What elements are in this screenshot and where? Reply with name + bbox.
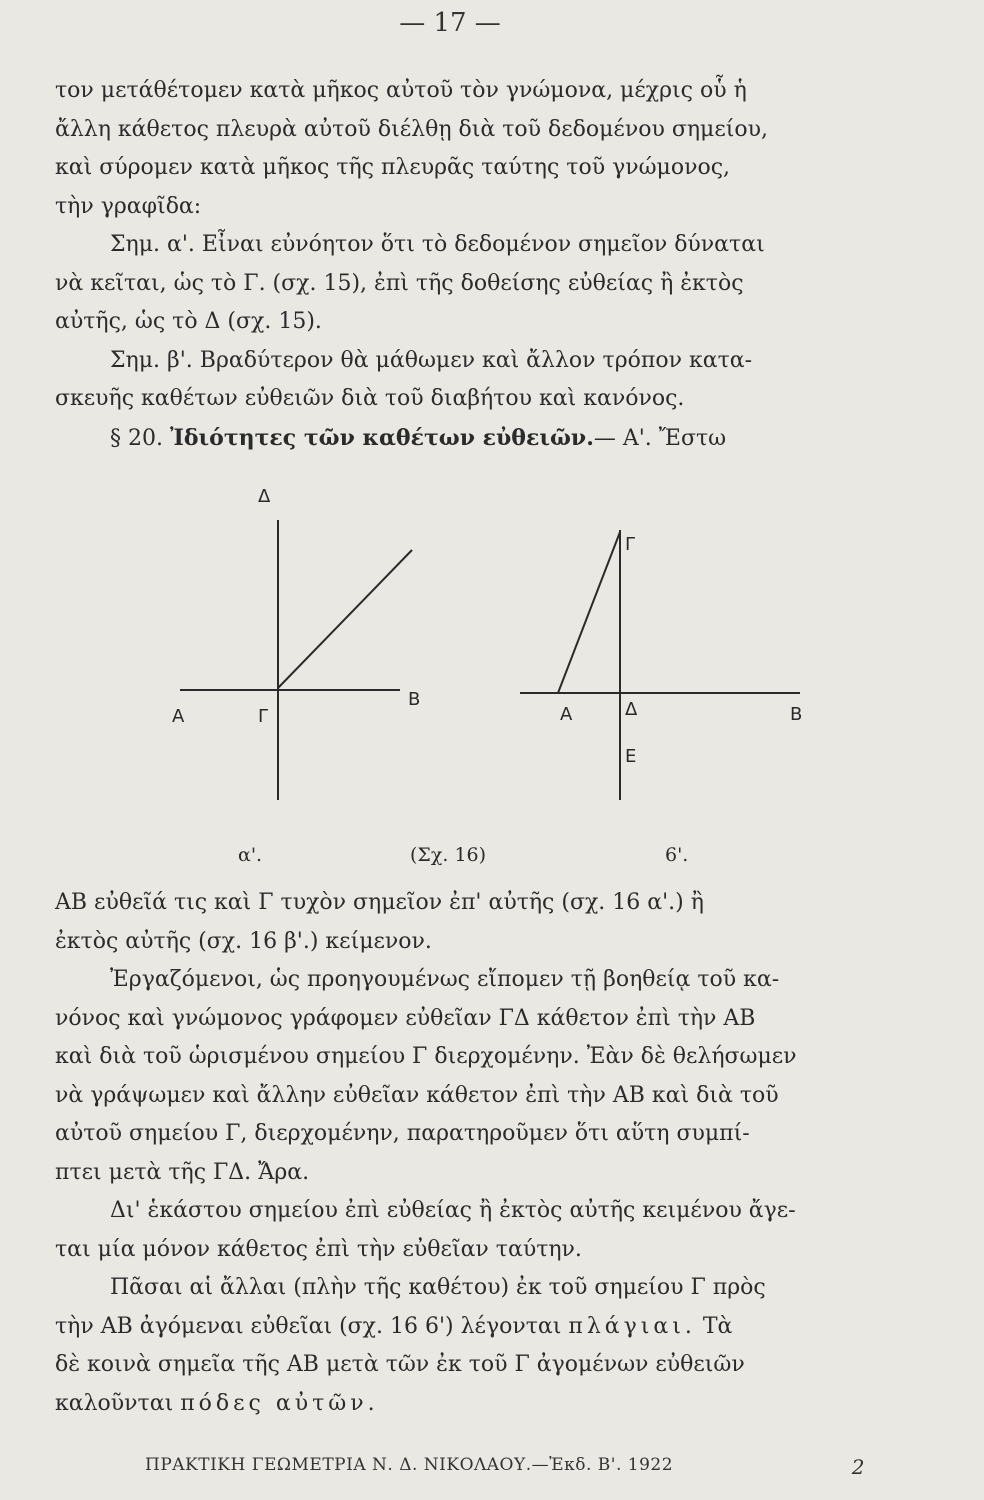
text-line: καὶ σύρομεν κατὰ μῆκος τῆς πλευρᾶς ταύτης τοῦ γνώμονος,	[55, 155, 731, 180]
note-b-line: Σημ. β'. Βραδύτερον θὰ μάθωμεν καὶ ἄλλον τρόπον κατα-	[110, 347, 753, 373]
para2-line: αὐτοῦ σημείου Γ, διερχομένην, παρατηροῦμεν ὅτι αὕτη συμπί-	[55, 1121, 750, 1146]
caption-center: (Σχ. 16)	[410, 844, 487, 866]
label-gamma-left: Γ	[258, 706, 269, 727]
label-gamma-right: Γ	[625, 534, 636, 555]
text-line: τὴν γραφῖδα:	[55, 193, 202, 219]
signature-number: 2	[851, 1455, 865, 1479]
para2-line: νὰ γράψωμεν καὶ ἄλλην εὐθεῖαν κάθετον ἐπὶ τὴν ΑΒ καὶ διὰ τοῦ	[55, 1082, 779, 1108]
label-b-left: Β	[408, 689, 421, 710]
para2-line: νόνος καὶ γνώμονος γράφομεν εὐθεῖαν ΓΔ κάθετον ἐπὶ τὴν ΑΒ	[55, 1005, 756, 1031]
label-a-left: Α	[172, 706, 185, 727]
term-podes: πόδες αὐτῶν.	[180, 1390, 379, 1416]
text-line: ἐκτὸς αὐτῆς (σχ. 16 β'.) κείμενον.	[55, 928, 432, 954]
caption-left: α'.	[238, 844, 263, 866]
para2-line: Ἐργαζόμενοι, ὡς προηγουμένως εἴπομεν τῇ βοηθείᾳ τοῦ κα-	[110, 967, 780, 992]
term-plagiai: πλάγιαι.	[568, 1313, 696, 1339]
text-line: ἄλλη κάθετος πλευρὰ αὐτοῦ διέλθῃ διὰ τοῦ δεδομένου σημείου,	[55, 116, 768, 142]
text-line: τον μετάθέτομεν κατὰ μῆκος αὐτοῦ τὸν γνώμονα, μέχρις οὗ ἡ	[55, 78, 747, 103]
para4-text: Τὰ	[695, 1313, 733, 1339]
label-delta-left: Δ	[258, 486, 271, 507]
label-b-right: Β	[790, 704, 803, 725]
text-line: ΑΒ εὐθεῖά τις καὶ Γ τυχὸν σημεῖον ἐπ' αὐτῆς (σχ. 16 α'.) ἢ	[55, 890, 704, 915]
label-a-right: Α	[560, 704, 573, 725]
para4-text: τὴν ΑΒ ἀγόμεναι εὐθεῖαι (σχ. 16 6') λέγονται	[55, 1313, 562, 1339]
para3-line: Δι' ἑκάστου σημείου ἐπὶ εὐθείας ἢ ἐκτὸς αὐτῆς κειμένου ἄγε-	[110, 1198, 796, 1223]
note-b-line: σκευῆς καθέτων εὐθειῶν διὰ τοῦ διαβήτου καὶ κανόνος.	[55, 386, 685, 411]
para4-line: δὲ κοινὰ σημεῖα τῆς ΑΒ μετὰ τῶν ἐκ τοῦ Γ ἀγομένων εὐθειῶν	[55, 1352, 745, 1377]
figure-16	[150, 480, 830, 800]
oblique-right	[558, 532, 620, 693]
note-a-line: αὐτῆς, ὡς τὸ Δ (σχ. 15).	[55, 309, 322, 334]
section-heading	[55, 419, 870, 459]
page-number: — 17 —	[399, 8, 501, 38]
para4-line	[55, 1385, 870, 1424]
text-block-top	[55, 72, 870, 458]
section-rest: — Α'. Ἔστω	[593, 425, 727, 451]
text-block-bottom	[55, 884, 870, 1423]
para4-line	[55, 1308, 870, 1347]
para2-line: καὶ διὰ τοῦ ὡρισμένου σημείου Γ διερχομένην. Ἐὰν δὲ θελήσωμεν	[55, 1044, 797, 1069]
note-a-line: νὰ κεῖται, ὡς τὸ Γ. (σχ. 15), ἐπὶ τῆς δοθείσης εὐθείας ἢ ἐκτὸς	[55, 270, 744, 296]
footer-text: ΠΡΑΚΤΙΚΗ ΓΕΩΜΕΤΡΙΑ Ν. Δ. ΝΙΚΟΛΑΟΥ.—Ἐκδ. Β'. 1922	[145, 1455, 674, 1475]
caption-right: 6'.	[665, 844, 689, 866]
oblique-left	[278, 550, 412, 688]
label-delta-right: Δ	[625, 699, 638, 720]
section-number: § 20.	[110, 425, 163, 451]
section-title: Ἰδιότητες τῶν καθέτων εὐθειῶν.	[169, 424, 594, 451]
para4-line: Πᾶσαι αἱ ἄλλαι (πλὴν τῆς καθέτου) ἐκ τοῦ σημείου Γ πρὸς	[110, 1275, 766, 1300]
page-footer	[145, 1455, 865, 1479]
figure-caption	[0, 844, 984, 874]
para2-line: πτει μετὰ τῆς ΓΔ. Ἄρα.	[55, 1159, 310, 1185]
note-a-line: Σημ. α'. Εἶναι εὐνόητον ὅτι τὸ δεδομένον σημεῖον δύναται	[110, 232, 765, 257]
label-epsilon-right: Ε	[625, 746, 637, 767]
para3-line: ται μία μόνον κάθετος ἐπὶ τὴν εὐθεῖαν ταύτην.	[55, 1236, 582, 1262]
para4-text: καλοῦνται	[55, 1390, 181, 1416]
